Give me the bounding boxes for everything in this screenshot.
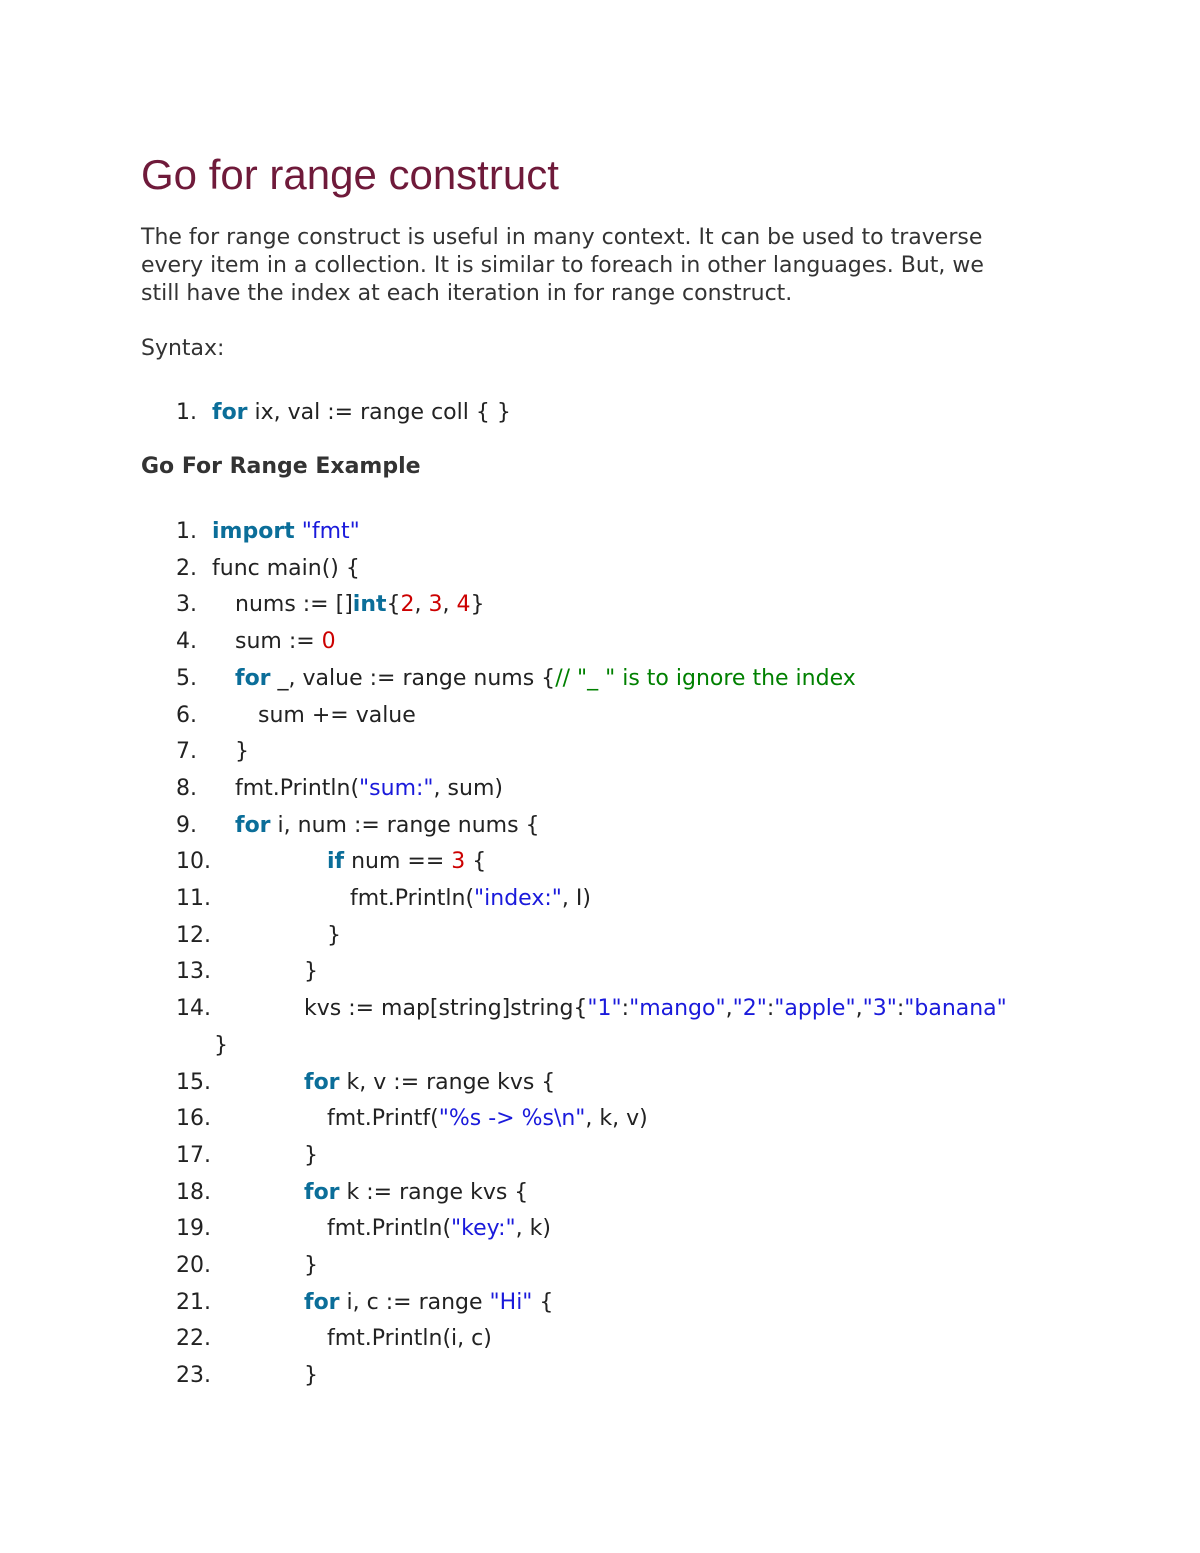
- code-line: [176, 737, 249, 767]
- line-number: 7.: [176, 739, 197, 765]
- code-text: {: [532, 1289, 554, 1315]
- code-string: "%s -> %s\n": [438, 1106, 586, 1132]
- code-string: "banana": [904, 996, 1007, 1022]
- code-number: 4: [456, 592, 471, 618]
- code-line: [176, 811, 540, 841]
- code-text: sum += value: [258, 702, 416, 728]
- code-text: {: [386, 592, 401, 618]
- code-text: , sum): [433, 775, 503, 801]
- code-line: [176, 884, 591, 914]
- code-text: ix, val := range coll { }: [247, 400, 511, 425]
- code-line: [176, 1141, 318, 1171]
- code-text: i, num := range nums {: [270, 812, 540, 838]
- line-number: 14.: [176, 996, 211, 1022]
- line-number: 18.: [176, 1179, 211, 1205]
- code-line: [176, 1361, 318, 1391]
- code-keyword: import: [212, 519, 295, 544]
- code-number: 2: [400, 592, 415, 618]
- code-text: sum :=: [235, 629, 322, 655]
- code-text: }: [304, 1253, 318, 1278]
- line-number: 6.: [176, 702, 197, 728]
- code-string: "Hi": [489, 1289, 533, 1315]
- code-text: fmt.Println(: [327, 1216, 452, 1242]
- example-heading: Go For Range Example: [141, 454, 421, 479]
- code-comment: // "_ " is to ignore the index: [555, 665, 856, 691]
- code-line: [176, 1251, 318, 1281]
- line-number: 17.: [176, 1142, 211, 1168]
- code-keyword: int: [352, 592, 387, 618]
- code-text: }: [304, 1363, 318, 1389]
- code-line: [176, 590, 485, 620]
- code-keyword: for: [235, 665, 271, 691]
- line-number: 2.: [176, 555, 197, 581]
- code-text: k := range kvs {: [339, 1179, 529, 1205]
- page-title: Go for range construct: [141, 151, 559, 198]
- code-text: }: [304, 1142, 318, 1168]
- code-text: nums := []: [235, 592, 353, 618]
- code-line: [176, 701, 416, 731]
- code-string: "fmt": [301, 519, 360, 544]
- code-line: [176, 774, 503, 804]
- code-line: [214, 1031, 228, 1061]
- code-text: kvs := map[string]string{: [304, 996, 588, 1022]
- intro-line: still have the index at each iteration in for range construct.: [141, 281, 793, 306]
- code-text: fmt.Printf(: [327, 1106, 439, 1132]
- line-number: 10.: [176, 849, 211, 875]
- code-line: [176, 957, 318, 987]
- code-text: }: [235, 739, 249, 765]
- code-text: ,: [725, 996, 733, 1022]
- code-text: }: [214, 1032, 228, 1058]
- line-number: 5.: [176, 665, 197, 691]
- line-number: 16.: [176, 1106, 211, 1132]
- code-string: "mango": [629, 996, 726, 1022]
- code-line: [176, 398, 511, 428]
- code-text: , k, v): [585, 1106, 648, 1132]
- code-line: [176, 1324, 492, 1354]
- line-number: 20.: [176, 1253, 211, 1278]
- line-number: 3.: [176, 592, 197, 618]
- line-number: 1.: [176, 400, 197, 425]
- line-number: 21.: [176, 1289, 211, 1315]
- code-string: "1": [587, 996, 622, 1022]
- code-text: fmt.Println(i, c): [327, 1326, 492, 1352]
- code-text: ,: [414, 592, 429, 618]
- code-line: [176, 1214, 551, 1244]
- code-text: :: [621, 996, 630, 1022]
- code-text: k, v := range kvs {: [339, 1069, 556, 1095]
- code-line: [176, 1068, 555, 1098]
- code-keyword: for: [304, 1289, 340, 1315]
- code-keyword: for: [212, 400, 248, 425]
- code-number: 3: [451, 849, 466, 875]
- code-number: 3: [428, 592, 443, 618]
- line-number: 9.: [176, 812, 197, 838]
- code-text: }: [327, 922, 341, 948]
- code-text: :: [766, 996, 775, 1022]
- line-number: 15.: [176, 1069, 211, 1095]
- code-keyword: for: [304, 1069, 340, 1095]
- code-text: ,: [442, 592, 457, 618]
- line-number: 4.: [176, 629, 197, 655]
- code-string: "sum:": [359, 775, 434, 801]
- code-text: , k): [515, 1216, 551, 1242]
- line-number: 11.: [176, 886, 211, 911]
- code-line: [176, 517, 360, 547]
- code-line: [176, 554, 360, 584]
- code-text: _, value := range nums {: [270, 665, 556, 691]
- line-number: 1.: [176, 519, 197, 544]
- code-text: }: [470, 592, 485, 618]
- intro-line: The for range construct is useful in many context. It can be used to traverse: [141, 225, 983, 250]
- code-number: 0: [321, 629, 336, 655]
- code-line: [176, 1178, 528, 1208]
- code-line: [176, 994, 1007, 1024]
- code-text: ,: [855, 996, 863, 1022]
- code-string: "apple": [774, 996, 856, 1022]
- code-text: num ==: [344, 849, 452, 875]
- code-text: :: [896, 996, 905, 1022]
- line-number: 19.: [176, 1216, 211, 1242]
- code-text: }: [304, 959, 318, 985]
- code-text: [295, 519, 302, 544]
- code-text: func main() {: [212, 555, 360, 581]
- line-number: 22.: [176, 1326, 211, 1352]
- line-number: 8.: [176, 775, 197, 801]
- code-line: [176, 847, 486, 877]
- code-line: [176, 1288, 553, 1318]
- line-number: 13.: [176, 959, 211, 985]
- intro-line: every item in a collection. It is similar to foreach in other languages. But, we: [141, 253, 984, 278]
- code-text: , I): [561, 886, 591, 911]
- code-line: [176, 627, 336, 657]
- code-line: [176, 921, 341, 951]
- code-text: fmt.Println(: [350, 886, 475, 911]
- code-keyword: for: [235, 812, 271, 838]
- code-string: "3": [862, 996, 897, 1022]
- code-text: {: [465, 849, 487, 875]
- line-number: 23.: [176, 1363, 211, 1389]
- line-number: 12.: [176, 922, 211, 948]
- code-string: "2": [732, 996, 767, 1022]
- code-keyword: for: [304, 1179, 340, 1205]
- code-keyword: if: [327, 849, 345, 875]
- code-string: "key:": [451, 1216, 516, 1242]
- code-text: i, c := range: [339, 1289, 490, 1315]
- intro-paragraph: [141, 224, 1061, 308]
- code-text: fmt.Println(: [235, 775, 360, 801]
- syntax-label: Syntax:: [141, 336, 225, 361]
- code-line: [176, 664, 856, 694]
- code-string: "index:": [474, 886, 562, 911]
- code-line: [176, 1104, 648, 1134]
